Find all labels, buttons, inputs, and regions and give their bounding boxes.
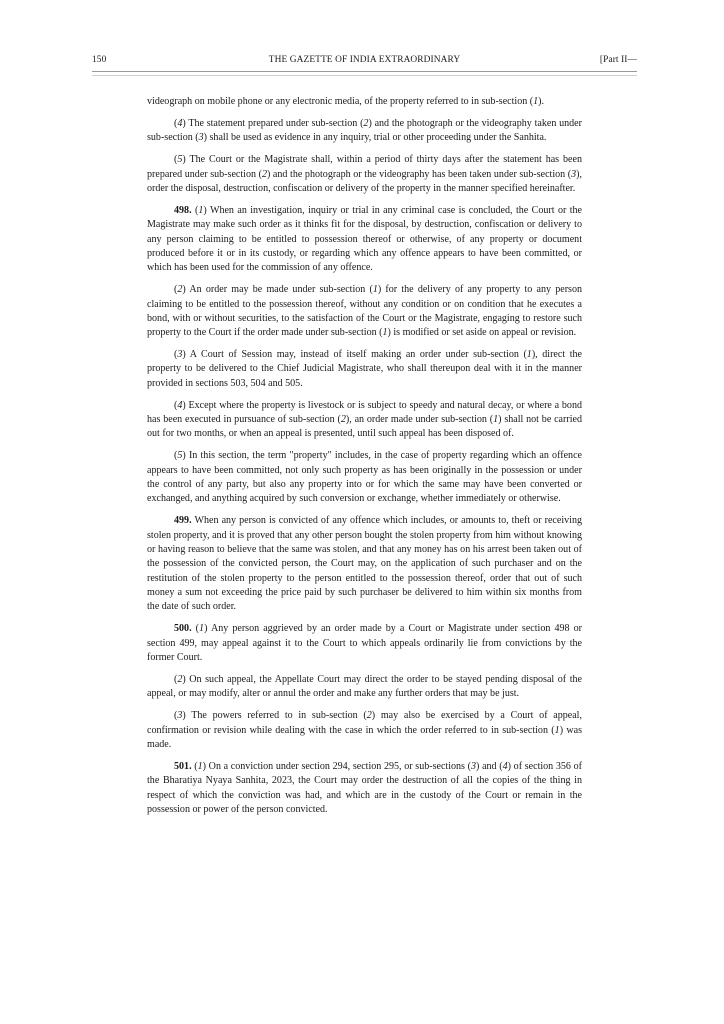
paragraph-499 [0,514,582,614]
paragraph-498-1 [0,204,582,276]
sub-section-ref: 1 [526,349,532,361]
text-run: ), direct the property to be delivered to the Chief Judicial Magistrate, who shall thereupon deal with it in the manner provided in sections 503, 504 and 505. [147,349,582,389]
text-run: ). [538,96,545,107]
text-run: ) and ( [476,760,503,772]
text-run: ( [174,284,178,296]
text-run: ) The Court or the Magistrate shall, within a period of thirty days after the statement has been prepared under sub-section ( [147,154,582,180]
text-run: ( [191,760,198,772]
sub-section-ref: 1 [199,623,205,635]
text-run: ( [191,204,199,216]
text-run: ) On a conviction under section 294, section 295, or sub-sections ( [202,760,472,772]
text-run: When any person is convicted of any offence which includes, or amounts to, theft or receiving stolen property, and it is proved that any other person bought the stolen property from him without knowing or having reason to believe that the same was stolen, and that any money has on his arrest been taken out of the possession of the convicted person, the Court may, on the application of such purchaser and on the restitution of the stolen property to the person entitled to the possession thereof, order that out of such money a sum not exceeding the price paid by such purchaser be delivered to him within six months from the date of such order. [147,515,582,613]
sub-section-ref: 3 [571,168,577,180]
sub-section-ref: 4 [502,760,508,772]
sub-section-ref: 1 [493,414,499,426]
sub-section-ref: 3 [177,349,183,361]
sub-section-ref: 1 [372,284,378,296]
paragraph-500-1 [0,622,582,665]
text-run: ) of section 356 of the Bharatiya Nyaya Sanhita, 2023, the Court may order the destruction of all the copies of the thing in respect of which the conviction was had, and which are in the custody of the Court or remain in the possession or power of the person convicted. [147,760,582,815]
sub-section-ref: 3 [177,710,183,722]
sub-section-ref: 2 [177,284,183,296]
header-rule [92,71,637,76]
text-run: ( [174,399,178,411]
text-run: ) for the delivery of any property to any person claiming to be entitled to the possession thereof, without any condition or on condition that he executes a bond, with or without securities, to the satisfaction of the Court or the Magistrate, engaging to restore such property to the Court if the order made under sub-section ( [147,284,583,339]
document-body [0,95,724,825]
paragraph-501-1 [0,760,582,817]
sub-section-ref: 1 [198,204,204,216]
paragraph-497-5 [0,153,582,196]
text-run: ) The statement prepared under sub-section ( [182,117,364,129]
sub-section-ref: 5 [177,154,183,166]
text-run: ) is modified or set aside on appeal or revision. [387,327,577,339]
text-run: ) and the photograph or the videography taken under sub-section ( [147,117,582,144]
text-run: ) Any person aggrieved by an order made by a Court or Magistrate under section 498 or section 499, may appeal against it to the Court to which appeals ordinarily lie from convictions by the former Court. [147,623,582,664]
text-run: ( [174,117,178,129]
sub-section-ref: 1 [554,724,560,736]
sub-section-ref: 2 [261,168,267,180]
text-run: ) and the photograph or the videography has been taken under sub-section ( [266,168,572,180]
text-run: ( [174,349,178,361]
text-run: ( [174,154,178,166]
sub-section-ref: 2 [340,414,346,426]
sub-section-ref: 4 [177,399,183,411]
text-run: ( [174,710,178,722]
paragraph-498-4 [0,399,582,442]
text-run: ) On such appeal, the Appellate Court may direct the order to be stayed pending disposal of the appeal, or may modify, alter or annul the order and make any further orders that may be just. [147,673,582,700]
section-number: 501. [174,760,192,772]
sub-section-ref: 3 [198,132,204,144]
sub-section-ref: 2 [363,117,369,129]
text-run: ), order the disposal, destruction, confiscation or delivery of the property in the manner specified hereinafter. [147,168,582,194]
text-run: ) In this section, the term "property" includes, in the case of property regarding which an offence appears to have been committed, not only such property as has been originally in the possession or under the control of any party, but also any property into or for which the same may have been converted or exchanged, and anything acquired by such conversion or exchange, whether immediately or otherwise. [147,450,582,505]
sub-section-ref: 4 [177,117,183,129]
running-header [92,55,637,71]
text-run: videograph on mobile phone or any electronic media, of the property referred to in sub-section ( [147,96,534,107]
paragraph-497-4 [0,117,582,146]
sub-section-ref: 1 [533,96,539,107]
text-run: ( [174,450,178,462]
section-number: 498. [174,204,192,216]
paragraph-498-5 [0,449,582,506]
text-run: ) Except where the property is livestock or is subject to speedy and natural decay, or where a bond has been executed in pursuance of sub-section ( [147,399,582,426]
text-run: ) An order may be made under sub-section ( [182,284,373,296]
text-run: ( [191,623,200,635]
text-run: ) may also be exercised by a Court of appeal, confirmation or revision while dealing with the case in which the order referred to in sub-section ( [147,710,582,736]
sub-section-ref: 3 [471,760,477,772]
text-run: ) When an investigation, inquiry or trial in any criminal case is concluded, the Court or the Magistrate may make such order as it thinks fit for the disposal, by destruction, confiscation or delivery to any person claiming to be entitled to possession thereof or otherwise, of any property or document produced before it or in its custody, or regarding which any offence appears to have been committed, or which has been used for the commission of any offence. [147,204,582,274]
sub-section-ref: 5 [177,450,183,462]
text-run: ) The powers referred to in sub-section ( [182,710,367,722]
page-number: 150 [92,55,107,65]
text-run: ) was made. [147,724,582,750]
sub-section-ref: 1 [382,327,388,339]
gazette-title: THE GAZETTE OF INDIA EXTRAORDINARY [268,55,461,65]
paragraph-498-3 [0,348,582,391]
text-run: ) A Court of Session may, instead of itself making an order under sub-section ( [182,349,527,361]
text-run: ( [174,673,178,685]
section-number: 499. [174,515,192,527]
text-run: ) shall not be carried out for two months, or when an appeal is presented, until such appeal has been disposed of. [147,414,582,440]
paragraph-498-2 [0,283,582,340]
text-run: ), an order made under sub-section ( [345,414,494,426]
paragraph-500-2 [0,673,582,702]
text-run: ) shall be used as evidence in any inquiry, trial or other proceeding under the Sanhita. [203,132,547,144]
sub-section-ref: 2 [366,710,372,722]
section-number: 500. [174,623,192,635]
sub-section-ref: 1 [197,760,203,772]
paragraph-500-3 [0,709,582,752]
part-label: [Part II— [599,55,637,65]
sub-section-ref: 2 [177,673,183,685]
paragraph-cont [0,95,582,109]
